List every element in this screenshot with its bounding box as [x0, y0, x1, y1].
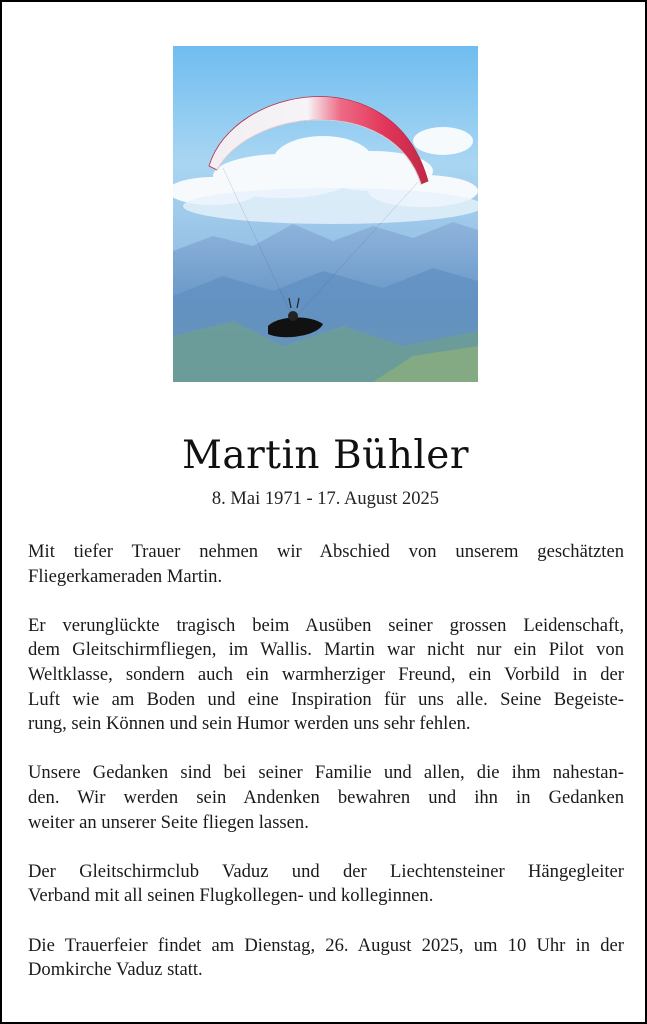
- life-dates: 8. Mai 1971 - 17. August 2025: [211, 489, 440, 509]
- paragraph: [28, 540, 624, 589]
- text-line: Fliegerkameraden Martin.: [28, 565, 223, 587]
- text-line: Er verunglückte tragisch beim Ausüben seiner grossen Leidenschaft,: [28, 614, 624, 636]
- text-line: Der Gleitschirmclub Vaduz und der Liechtensteiner Hängegleiter: [28, 860, 624, 882]
- paragraph: [28, 860, 624, 909]
- paragraph: [28, 761, 624, 835]
- text-line: den. Wir werden sein Andenken bewahren und ihn in Gedanken: [28, 786, 624, 808]
- text-line: Die Trauerfeier findet am Dienstag, 26. August 2025, um 10 Uhr in der: [28, 934, 624, 956]
- deceased-name: Martin Bühler: [181, 433, 470, 478]
- text-line: rung, sein Können und sein Humor werden uns sehr fehlen.: [28, 713, 471, 735]
- paragraph: [28, 614, 624, 737]
- paraglider-photo: [173, 46, 478, 382]
- text-line: Verband mit all seinen Flugkollegen- und kolleginnen.: [28, 885, 434, 907]
- text-line: Unsere Gedanken sind bei seiner Familie und allen, die ihm nahestan-: [28, 762, 624, 784]
- text-line: dem Gleitschirmfliegen, im Wallis. Martin war nicht nur ein Pilot von: [28, 639, 624, 661]
- obituary-text: [28, 540, 624, 1007]
- paragraph: [28, 934, 624, 983]
- text-line: Mit tiefer Trauer nehmen wir Abschied von unserem geschätzten: [28, 541, 624, 562]
- text-line: Weltklasse, sondern auch ein warmherziger Freund, ein Vorbild in der: [28, 663, 624, 685]
- paraglider-photo-icon: [173, 46, 478, 382]
- text-line: Luft wie am Boden und eine Inspiration für uns alle. Seine Begeiste-: [28, 688, 624, 710]
- text-line: Domkirche Vaduz statt.: [28, 959, 203, 981]
- text-line: weiter an unserer Seite fliegen lassen.: [28, 811, 309, 833]
